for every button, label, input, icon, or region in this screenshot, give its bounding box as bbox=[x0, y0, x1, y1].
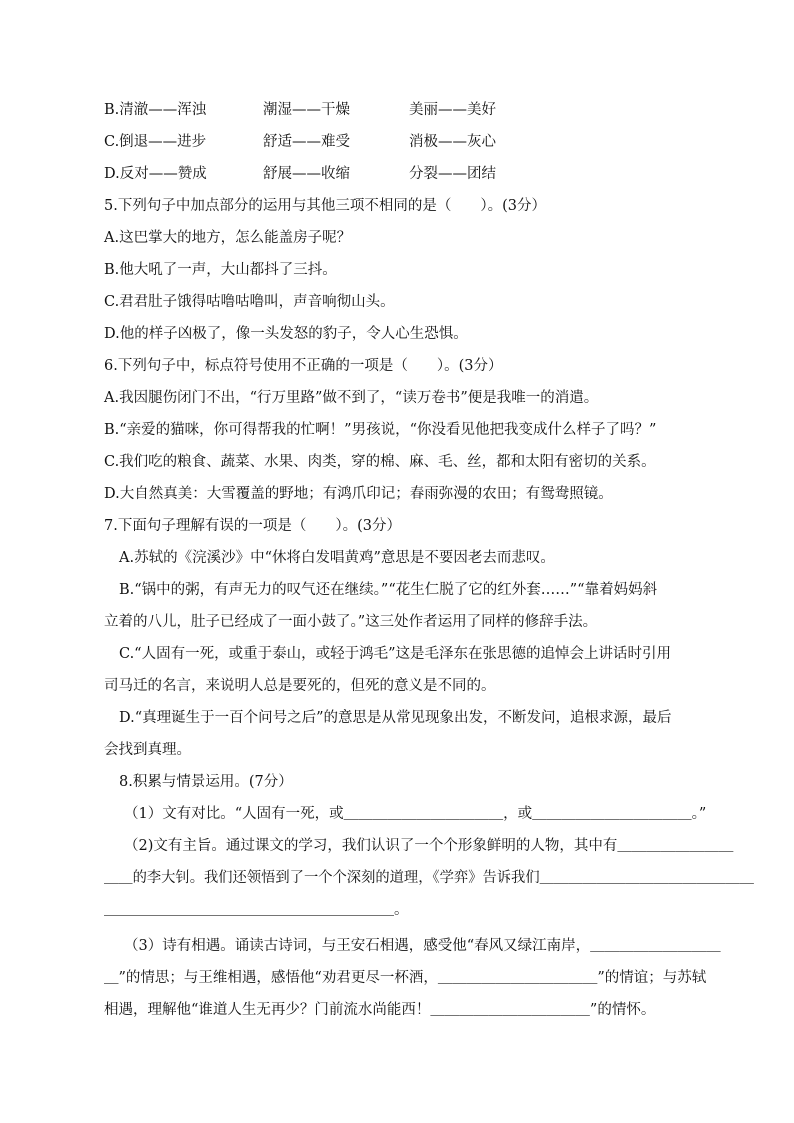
q4-option-d-3: 分裂——团结 bbox=[409, 166, 496, 182]
q6-stem: 6.下列句子中，标点符号使用不正确的一项是（ ）。(3分） bbox=[104, 358, 503, 374]
q7-option-d-line2: 会找到真理。 bbox=[104, 742, 191, 758]
q4-option-b-3: 美丽——美好 bbox=[409, 102, 496, 118]
q8-part2-line3: ＿＿＿＿＿＿＿＿＿＿＿＿＿＿＿＿＿＿＿＿。 bbox=[104, 902, 409, 918]
q4-option-c-2: 舒适——难受 bbox=[263, 134, 350, 150]
q4-option-c-1: C.倒退——进步 bbox=[104, 134, 207, 150]
q4-option-d-1: D.反对——赞成 bbox=[104, 166, 207, 182]
q7-option-b-line1: B.“锅中的粥，有声无力的叹气还在继续。”“花生仁脱了它的红外套……”“靠着妈妈斜 bbox=[119, 582, 658, 598]
q8-part3-line3: 相遇，理解他“谁道人生无再少？门前流水尚能西！＿＿＿＿＿＿＿＿＿＿＿”的情怀。 bbox=[104, 1002, 656, 1018]
q5-option-a: A.这巴掌大的地方，怎么能盖房子呢？ bbox=[104, 230, 352, 246]
q7-option-c-line2: 司马迁的名言，来说明人总是要死的，但死的意义是不同的。 bbox=[104, 678, 496, 694]
q8-part3-line2: ＿”的情思；与王维相遇，感悟他“劝君更尽一杯酒，＿＿＿＿＿＿＿＿＿＿＿”的情谊；与苏轼 bbox=[104, 970, 707, 986]
q6-option-d: D.大自然真美：大雪覆盖的野地；有鸿爪印记；春雨弥漫的农田；有鸳鸯照镜。 bbox=[104, 486, 613, 502]
q7-option-c-line1: C.“人固有一死，或重于泰山，或轻于鸿毛”这是毛泽东在张思德的追悼会上讲话时引用 bbox=[119, 646, 672, 662]
q7-option-b-line2: 立着的八儿，肚子已经成了一面小鼓了。”这三处作者运用了同样的修辞手法。 bbox=[104, 614, 598, 630]
q5-option-d: D.他的样子凶极了，像一头发怒的豹子，令人心生恐惧。 bbox=[104, 326, 468, 342]
q6-option-b: B.“亲爱的猫咪，你可得帮我的忙啊！”男孩说，“你没看见他把我变成什么样子了吗？” bbox=[104, 422, 657, 438]
q4-option-b-2: 潮湿——干燥 bbox=[263, 102, 350, 118]
q4-option-c-3: 消极——灰心 bbox=[409, 134, 496, 150]
q8-part3-line1: （3）诗有相遇。诵读古诗词，与王安石相遇，感受他“春风又绿江南岸，＿＿＿＿＿＿＿＿＿ bbox=[124, 938, 721, 954]
q8-part2-line2: ＿＿的李大钊。我们还领悟到了一个个深刻的道理，《学弈》告诉我们＿＿＿＿＿＿＿＿＿＿＿＿＿＿＿ bbox=[104, 870, 754, 886]
q7-option-a: A.苏轼的《浣溪沙》中“休将白发唱黄鸡”意思是不要因老去而悲叹。 bbox=[119, 550, 555, 566]
q5-stem: 5.下列句子中加点部分的运用与其他三项不相同的是（ ）。(3分） bbox=[104, 198, 546, 214]
q4-option-d-2: 舒展——收缩 bbox=[263, 166, 350, 182]
q5-option-c: C.君君肚子饿得咕噜咕噜叫，声音响彻山头。 bbox=[104, 294, 395, 310]
q7-stem: 7.下面句子理解有误的一项是（ ）。(3分） bbox=[104, 518, 401, 534]
q8-stem: 8.积累与情景运用。(7分） bbox=[119, 774, 293, 790]
q6-option-c: C.我们吃的粮食、蔬菜、水果、肉类，穿的棉、麻、毛、丝，都和太阳有密切的关系。 bbox=[104, 454, 656, 470]
q8-part1: （1）文有对比。“人固有一死，或＿＿＿＿＿＿＿＿＿＿＿，或＿＿＿＿＿＿＿＿＿＿＿。” bbox=[124, 806, 707, 822]
q4-option-b-1: B.清澈——浑浊 bbox=[104, 102, 207, 118]
q5-option-b: B.他大吼了一声，大山都抖了三抖。 bbox=[104, 262, 337, 278]
q7-option-d-line1: D.“真理诞生于一百个问号之后”的意思是从常见现象出发，不断发问，追根求源，最后 bbox=[119, 710, 672, 726]
q6-option-a: A.我因腿伤闭门不出，“行万里路”做不到了，“读万卷书”便是我唯一的消遣。 bbox=[104, 390, 599, 406]
q8-part2-line1: （2)文有主旨。通过课文的学习，我们认识了一个个形象鲜明的人物，其中有＿＿＿＿＿＿＿＿ bbox=[124, 838, 734, 854]
